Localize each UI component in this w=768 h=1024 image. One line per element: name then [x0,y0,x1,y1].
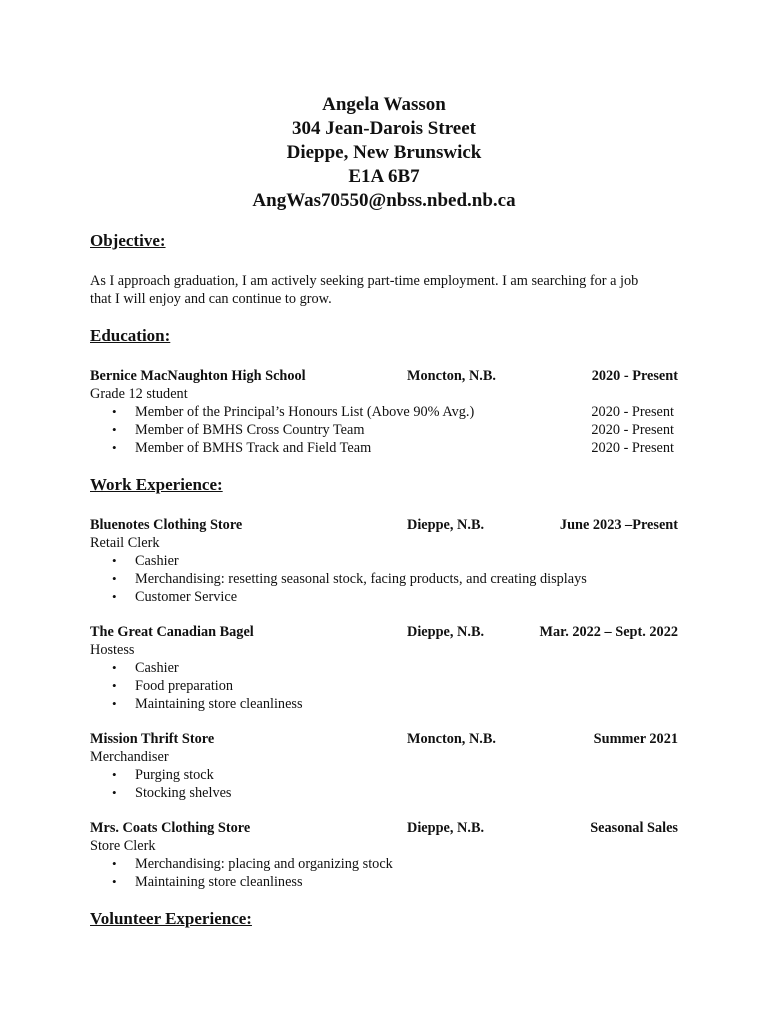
bullet-icon: • [112,404,117,419]
employer-name: The Great Canadian Bagel [90,624,254,640]
bullet-text: Purging stock [135,767,214,783]
bullet-icon: • [112,660,117,675]
job-dates: Seasonal Sales [590,820,678,836]
bullet-text: Member of BMHS Track and Field Team [135,440,372,456]
job-dates: Mar. 2022 – Sept. 2022 [539,624,678,640]
school-location: Moncton, N.B. [407,368,496,384]
list-item [90,784,678,802]
street-address: 304 Jean-Darois Street [292,118,476,139]
bullet-text: Stocking shelves [135,785,232,801]
bullet-icon: • [112,422,117,437]
bullet-icon: • [112,440,117,455]
school-name: Bernice MacNaughton High School [90,368,306,384]
list-item [90,855,678,873]
list-item [90,873,678,891]
education-bullets [90,403,678,457]
objective-line: As I approach graduation, I am actively seeking part-time employment. I am searching for a job [90,273,639,289]
employer-location: Dieppe, N.B. [407,820,485,836]
list-item [90,439,678,457]
school-dates: 2020 - Present [591,368,678,384]
volunteer-experience-heading: Volunteer Experience: [90,909,252,928]
employer-location: Dieppe, N.B. [407,517,485,533]
bullet-text: Merchandising: resetting seasonal stock, facing products, and creating displays [135,571,587,587]
list-item [90,677,678,695]
entry-header [90,516,678,534]
objective-text [90,272,680,308]
bullet-icon: • [112,571,117,586]
list-item [90,588,678,606]
job-bullets [90,552,678,606]
entry-header [90,819,678,837]
applicant-name: Angela Wasson [322,94,446,115]
employer-name: Bluenotes Clothing Store [90,517,243,533]
bullet-text: Maintaining store cleanliness [135,696,303,712]
email-address: AngWas70550@nbss.nbed.nb.ca [252,190,516,211]
job-role: Hostess [90,642,135,658]
education-entry [90,367,678,457]
list-item [90,695,678,713]
list-item [90,552,678,570]
job-role: Retail Clerk [90,535,160,551]
entry-header [90,367,678,385]
bullet-text: Food preparation [135,678,234,694]
list-item [90,570,678,588]
employer-name: Mission Thrift Store [90,731,215,747]
job-role: Store Clerk [90,838,156,854]
job-dates: June 2023 –Present [559,517,678,533]
job-entry [90,730,678,802]
bullet-text: Member of BMHS Cross Country Team [135,422,365,438]
list-item [90,421,678,439]
work-experience-heading: Work Experience: [90,475,223,494]
job-entry [90,623,678,713]
bullet-text: Merchandising: placing and organizing stock [135,856,393,872]
city-province: Dieppe, New Brunswick [286,142,482,163]
employer-location: Dieppe, N.B. [407,624,485,640]
job-bullets [90,659,678,713]
bullet-icon: • [112,678,117,693]
objective-line: that I will enjoy and can continue to grow. [90,291,332,307]
job-entry [90,819,678,891]
postal-code: E1A 6B7 [348,166,420,187]
bullet-icon: • [112,785,117,800]
entry-header [90,623,678,641]
bullet-icon: • [112,696,117,711]
bullet-text: Cashier [135,660,179,676]
bullet-date: 2020 - Present [591,422,674,438]
bullet-date: 2020 - Present [591,404,674,420]
bullet-icon: • [112,553,117,568]
list-item [90,403,678,421]
job-entry [90,516,678,606]
bullet-text: Maintaining store cleanliness [135,874,303,890]
education-heading: Education: [90,326,171,345]
job-bullets [90,766,678,802]
contact-header [0,93,768,213]
bullet-icon: • [112,856,117,871]
job-role: Merchandiser [90,749,169,765]
bullet-icon: • [112,874,117,889]
bullet-icon: • [112,589,117,604]
objective-heading: Objective: [90,231,166,250]
employer-location: Moncton, N.B. [407,731,496,747]
entry-header [90,730,678,748]
list-item [90,659,678,677]
bullet-icon: • [112,767,117,782]
bullet-text: Member of the Principal’s Honours List (Above 90% Avg.) [135,404,475,420]
bullet-text: Customer Service [135,589,238,605]
bullet-date: 2020 - Present [591,440,674,456]
job-bullets [90,855,678,891]
bullet-text: Cashier [135,553,179,569]
education-role: Grade 12 student [90,386,188,402]
list-item [90,766,678,784]
employer-name: Mrs. Coats Clothing Store [90,820,251,836]
job-dates: Summer 2021 [593,731,678,747]
